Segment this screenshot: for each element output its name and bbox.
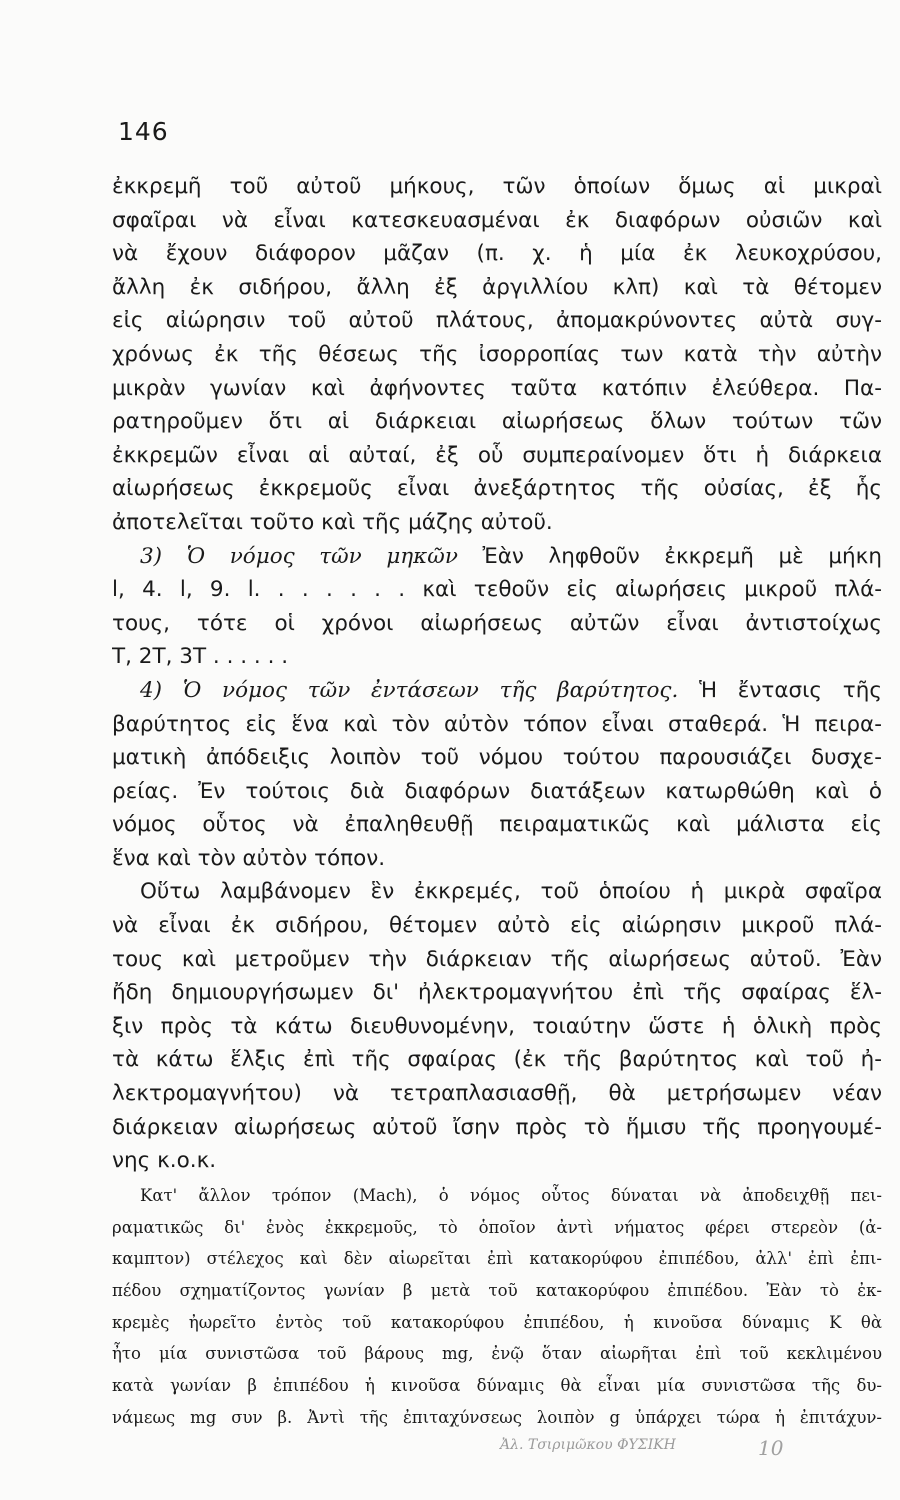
text-line: ματικὴ ἀπόδειξις λοιπὸν τοῦ νόμου τούτου παρουσιάζει δυσχε- (112, 745, 882, 771)
text-line: ἤδη δημιουργήσωμεν δι' ἠλεκτρομαγνήτου ἐπὶ τῆς σφαίρας ἕλ- (112, 980, 882, 1006)
law4-heading-line (112, 674, 882, 708)
footnote-line: καμπτον) στέλεχος καὶ δὲν αἰωρεῖται ἐπὶ κατακορύφου ἐπιπέδου, ἀλλ' ἐπὶ ἐπι- (112, 1249, 882, 1269)
text-line: ρατηροῦμεν ὅτι αἱ διάρκειαι αἰωρήσεως ὅλων τούτων τῶν (112, 409, 882, 435)
text-line: ἄλλη ἐκ σιδήρου, ἄλλη ἐξ ἀργιλλίου κλπ) καὶ τὰ θέτομεν (112, 274, 882, 300)
footnote-line: κρεμὲς ἠωρεῖτο ἐντὸς τοῦ κατακορύφου ἐπιπέδου, ἡ κινοῦσα δύναμις K θὰ (112, 1312, 882, 1332)
text-line: νὰ εἶναι ἐκ σιδήρου, θέτομεν αὐτὸ εἰς αἰώρησιν μικροῦ πλά- (112, 913, 882, 939)
text-line: ρείας. Ἐν τούτοις διὰ διαφόρων διατάξεων κατωρθώθη καὶ ὁ (112, 778, 882, 804)
text-line: ξιν πρὸς τὰ κάτω διευθυνομένην, τοιαύτην ὥστε ἡ ὁλικὴ πρὸς (112, 1013, 882, 1039)
law3-text: Ἐὰν ληφθοῦν ἐκκρεμῆ μὲ μήκη (482, 543, 882, 569)
law4-text: Ἡ ἔντασις τῆς (699, 677, 882, 703)
text-line: αἰωρήσεως ἐκκρεμοῦς εἶναι ἀνεξάρτητος τῆς οὐσίας, ἐξ ἧς (112, 476, 882, 502)
text-line: εἰς αἰώρησιν τοῦ αὐτοῦ πλάτους, ἀπομακρύνοντες αὐτὰ συγ- (112, 308, 882, 334)
law4-heading: Ὁ νόμος τῶν ἐντάσεων τῆς βαρύτητος. (182, 677, 679, 703)
text-line: τους καὶ μετροῦμεν τὴν διάρκειαν τῆς αἰωρήσεως αὐτοῦ. Ἐὰν (112, 946, 882, 972)
law3-heading: Ὁ νόμος τῶν μηκῶν (186, 543, 458, 569)
text-line: βαρύτητος εἰς ἕνα καὶ τὸν αὐτὸν τόπον εἶναι σταθερά. Ἡ πειρα- (112, 711, 882, 737)
footnote-line: Κατ' ἄλλον τρόπον (Mach), ὁ νόμος οὗτος δύναται νὰ ἀποδειχθῇ πει- (140, 1186, 882, 1205)
text-line: l, 4. l, 9. l. . . . . . . καὶ τεθοῦν εἰς αἰωρήσεις μικροῦ πλά- (112, 577, 882, 603)
footnote-line: πέδου σχηματίζοντος γωνίαν β μετὰ τοῦ κατακορύφου ἐπιπέδου. Ἐὰν τὸ ἐκ- (112, 1281, 882, 1301)
text-line: ἀποτελεῖται τοῦτο καὶ τῆς μάζης αὐτοῦ. (112, 509, 553, 535)
footnote-line: ραματικῶς δι' ἑνὸς ἐκκρεμοῦς, τὸ ὁποῖον ἀντὶ νήματος φέρει στερεὸν (ἀ- (112, 1217, 882, 1237)
text-line: διάρκειαν αἰωρήσεως αὐτοῦ ἴσην πρὸς τὸ ἥμισυ τῆς προηγουμέ- (112, 1114, 882, 1140)
footnote (112, 1180, 882, 1434)
footnote-line: νάμεως mg συν β. Ἀντὶ τῆς ἐπιταχύνσεως λοιπὸν g ὑπάρχει τώρα ἡ ἐπιτάχυν- (112, 1407, 882, 1427)
main-text (112, 170, 882, 1178)
law3-heading-line (112, 540, 882, 574)
text-line: ἕνα καὶ τὸν αὐτὸν τόπον. (112, 845, 386, 871)
text-line: Οὕτω λαμβάνομεν ἓν ἐκκρεμές, τοῦ ὁποίου ἡ μικρὰ σφαῖρα (140, 879, 882, 905)
text-line: νὰ ἔχουν διάφορον μᾶζαν (π. χ. ἡ μία ἐκ λευκοχρύσου, (112, 241, 882, 267)
page-number: 146 (118, 117, 169, 146)
text-line: λεκτρομαγνήτου) νὰ τετραπλασιασθῇ, θὰ μετρήσωμεν νέαν (112, 1081, 882, 1107)
text-line: σφαῖραι νὰ εἶναι κατεσκευασμέναι ἐκ διαφόρων οὐσιῶν καὶ (112, 207, 882, 233)
sheet-number: 10 (758, 1436, 784, 1460)
text-line: νόμος οὗτος νὰ ἐπαληθευθῇ πειραματικῶς καὶ μάλιστα εἰς (112, 812, 882, 838)
footnote-line: ἦτο μία συνιστῶσα τοῦ βάρους mg, ἐνῷ ὅταν αἰωρῆται ἐπὶ τοῦ κεκλιμένου (112, 1344, 882, 1364)
text-line: ἐκκρεμῶν εἶναι αἱ αὐταί, ἐξ οὗ συμπεραίνομεν ὅτι ἡ διάρκεια (112, 442, 882, 468)
footnote-line: κατὰ γωνίαν β ἐπιπέδου ἡ κινοῦσα δύναμις θὰ εἶναι μία συνιστῶσα τῆς δυ- (112, 1376, 882, 1396)
signature-mark: Ἀλ. Τσιριμῶκου ΦΥΣΙΚΗ (500, 1437, 676, 1453)
law3-number: 3) (140, 543, 163, 569)
text-line: χρόνως ἐκ τῆς θέσεως τῆς ἰσορροπίας των κατὰ τὴν αὐτὴν (112, 341, 882, 367)
text-line: τους, τότε οἱ χρόνοι αἰωρήσεως αὐτῶν εἶναι ἀντιστοίχως (112, 610, 882, 636)
text-line: ἐκκρεμῆ τοῦ αὐτοῦ μήκους, τῶν ὁποίων ὅμως αἱ μικραὶ (112, 174, 882, 199)
text-line: νης κ.ο.κ. (112, 1148, 217, 1174)
law4-number: 4) (140, 677, 163, 703)
text-line: μικρὰν γωνίαν καὶ ἀφήνοντες ταῦτα κατόπιν ἐλεύθερα. Πα- (112, 375, 882, 401)
text-line: τὰ κάτω ἕλξις ἐπὶ τῆς σφαίρας (ἐκ τῆς βαρύτητος καὶ τοῦ ἠ- (112, 1047, 882, 1073)
text-line: T, 2T, 3T . . . . . . (112, 644, 289, 670)
